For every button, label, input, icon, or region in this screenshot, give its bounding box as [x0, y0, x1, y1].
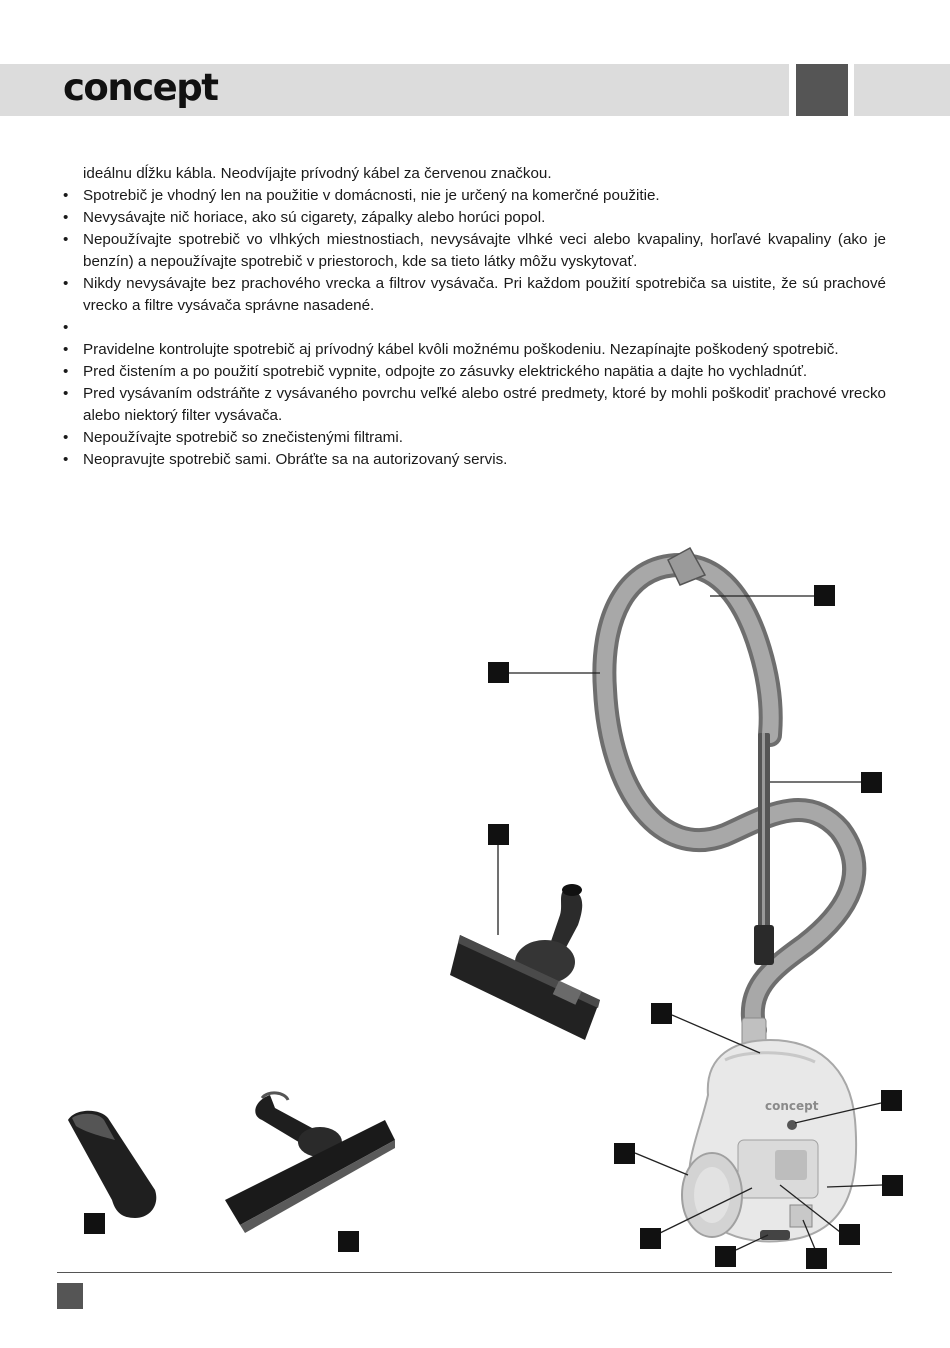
wheel-hub — [694, 1167, 730, 1223]
carry-handle — [775, 1150, 807, 1180]
callout-marker — [488, 824, 509, 845]
callout-marker — [882, 1175, 903, 1196]
page-number-tab — [57, 1283, 83, 1309]
callout-marker — [839, 1224, 860, 1245]
brand-logo: concept — [63, 66, 218, 109]
callout-marker — [614, 1143, 635, 1164]
vacuum-body — [682, 1018, 856, 1241]
nozzle-opening — [562, 884, 582, 896]
combination-floor-nozzle — [450, 884, 600, 1040]
bullet-item: • Nikdy nevysávajte bez prachového vrecka a filtrov vysávača. Pri každom použití spotrebiča sa uistite, že sú prachové vrecko a filtre vysávača správne nasadené. — [62, 273, 886, 317]
bullet-item: • Pravidelne kontrolujte spotrebič aj prívodný kábel kvôli možnému poškodeniu. Nezapínajte poškodený spotrebič. — [62, 339, 886, 361]
callout-marker — [488, 662, 509, 683]
callout-marker — [651, 1003, 672, 1024]
callout-marker — [338, 1231, 359, 1252]
callout-marker — [715, 1246, 736, 1267]
callout-marker — [806, 1248, 827, 1269]
hose — [604, 548, 854, 1030]
callout-line — [635, 1153, 688, 1175]
telescopic-tube — [754, 733, 774, 965]
body-logo: concept — [765, 1099, 819, 1113]
bullet-item: • Pred čistením a po použití spotrebič vypnite, odpojte zo zásuvky elektrického napätia a dajte ho vychladnúť. — [62, 361, 886, 383]
callout-marker — [84, 1213, 105, 1234]
tube-coupler — [754, 925, 774, 965]
callout-marker — [861, 772, 882, 793]
bullet-item: • Nevysávajte nič horiace, ako sú cigarety, zápalky alebo horúci popol. — [62, 207, 886, 229]
footer-rule — [57, 1272, 892, 1273]
bullet-item: • Nepoužívajte spotrebič vo vlhkých miestnostiach, nevysávajte vlhké veci alebo kvapaliny, horľavé kvapaliny (ako je benzín) a nepoužívajte spotrebič v priestoroch, kde sa tieto látky môžu vyskytovať. — [62, 229, 886, 273]
bullet-item: • Spotrebič je vhodný len na použitie v domácnosti, nie je určený na komerčné použitie. — [62, 185, 886, 207]
crevice-nozzle — [68, 1111, 156, 1218]
continued-paragraph: ideálnu dĺžku kábla. Neodvíjajte prívodný kábel za červenou značkou. — [83, 165, 552, 182]
front-castor — [760, 1230, 790, 1240]
power-button — [787, 1120, 797, 1130]
callout-marker — [814, 585, 835, 606]
bullet-item: • Nepoužívajte spotrebič so znečistenými filtrami. — [62, 427, 886, 449]
parquet-brush — [225, 1093, 395, 1233]
callout-marker — [640, 1228, 661, 1249]
bullet-item: • Pred vysávaním odstráňte z vysávaného povrchu veľké alebo ostré predmety, ktoré by mohli poškodiť prachové vrecko alebo niektorý filter vysávača. — [62, 383, 886, 427]
hose-surface — [604, 565, 854, 1030]
callout-marker — [881, 1090, 902, 1111]
bullet-item: • Neopravujte spotrebič sami. Obráťte sa na autorizovaný servis. — [62, 449, 886, 471]
